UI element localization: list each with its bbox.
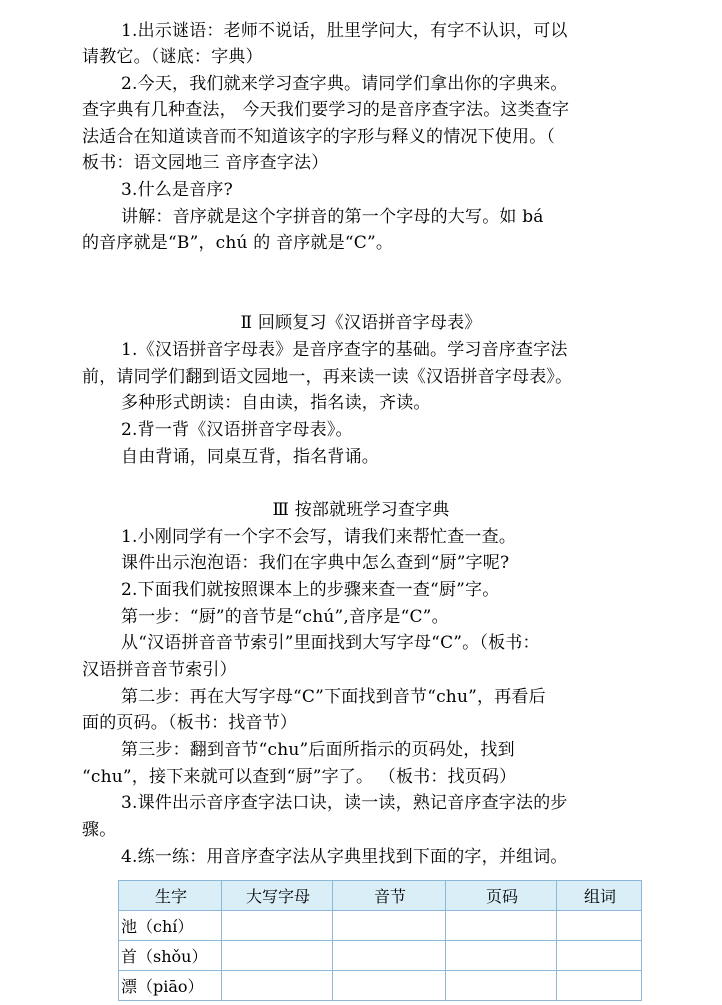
paragraph-line: 前，请同学们翻到语文园地一，再来读一读《汉语拼音字母表》。: [82, 367, 573, 387]
paragraph-line: 的音序就是“B”，chú 的 音序就是“C”。: [82, 233, 394, 253]
table-cell: [557, 941, 642, 971]
paragraph-line: 多种形式朗读：自由读，指名读，齐读。: [121, 393, 431, 413]
paragraph-line: 4.练一练：用音序查字法从字典里找到下面的字，并组词。: [121, 847, 568, 867]
col-header-syllable: 音节: [333, 881, 446, 911]
paragraph-line: 法适合在知道读音而不知道该字的字形与释义的情况下使用。（: [82, 127, 556, 147]
paragraph-line: 2.下面我们就按照课本上的步骤来查一查“厨”字。: [121, 580, 500, 600]
paragraph-line: “chu”，接下来就可以查到“厨”字了。 （板书：找页码）: [82, 767, 517, 787]
col-header-page: 页码: [446, 881, 557, 911]
table-cell: 漂（piāo）: [119, 971, 222, 1001]
table-cell: [446, 971, 557, 1001]
paragraph-line: 3.课件出示音序查字法口诀，读一读，熟记音序查字法的步: [121, 793, 568, 813]
table-row: [119, 941, 642, 971]
table-cell: [446, 941, 557, 971]
table-cell: 首（shǒu）: [119, 941, 222, 971]
table-cell: [222, 911, 333, 941]
paragraph-line: 第三步：翻到音节“chu”后面所指示的页码处，找到: [121, 740, 515, 760]
table-row: [119, 911, 642, 941]
table-cell: [446, 911, 557, 941]
section-heading: Ⅱ 回顾复习《汉语拼音字母表》: [240, 313, 482, 333]
paragraph-line: 第一步：“厨”的音节是“chú”,音序是“C”。: [121, 607, 449, 627]
paragraph-line: 自由背诵，同桌互背，指名背诵。: [121, 447, 379, 467]
table-row: [119, 971, 642, 1001]
paragraph-line: 第二步：再在大写字母“C”下面找到音节“chu”，再看后: [121, 687, 546, 707]
paragraph-line: 从“汉语拼音音节索引”里面找到大写字母“C”。（板书：: [121, 633, 540, 653]
paragraph-line: 讲解：音序就是这个字拼音的第一个字母的大写。如 bá: [121, 207, 544, 227]
paragraph-line: 1.小刚同学有一个字不会写，请我们来帮忙查一查。: [121, 527, 517, 547]
col-header-char: 生字: [119, 881, 222, 911]
paragraph-line: 查字典有几种查法， 今天我们要学习的是音序查字法。这类查字: [82, 100, 570, 120]
table-cell: [222, 971, 333, 1001]
paragraph-line: 1.《汉语拼音字母表》是音序查字的基础。学习音序查字法: [121, 340, 568, 360]
paragraph-line: 汉语拼音音节索引）: [82, 660, 237, 680]
paragraph-line: 板书：语文园地三 音序查字法）: [82, 153, 329, 173]
table-cell: [333, 941, 446, 971]
paragraph-line: 1.出示谜语：老师不说话，肚里学问大，有字不认识，可以: [121, 21, 568, 41]
paragraph-line: 3.什么是音序?: [121, 180, 233, 200]
table-cell: [557, 971, 642, 1001]
table-cell: [222, 941, 333, 971]
table-cell: 池（chí）: [119, 911, 222, 941]
paragraph-line: 2.今天，我们就来学习查字典。请同学们拿出你的字典来。: [121, 74, 568, 94]
col-header-words: 组词: [557, 881, 642, 911]
paragraph-line: 课件出示泡泡语：我们在字典中怎么查到“厨”字呢?: [121, 553, 510, 573]
paragraph-line: 请教它。（谜底：字典）: [82, 47, 263, 67]
practice-table: [118, 880, 642, 1001]
section-heading: Ⅲ 按部就班学习查字典: [272, 500, 450, 520]
paragraph-line: 骤。: [82, 820, 117, 840]
table-cell: [333, 911, 446, 941]
col-header-capital: 大写字母: [222, 881, 333, 911]
table-cell: [557, 911, 642, 941]
table-cell: [333, 971, 446, 1001]
paragraph-line: 面的页码。（板书：找音节）: [82, 713, 298, 733]
paragraph-line: 2.背一背《汉语拼音字母表》。: [121, 420, 353, 440]
table-header-row: [119, 881, 642, 911]
